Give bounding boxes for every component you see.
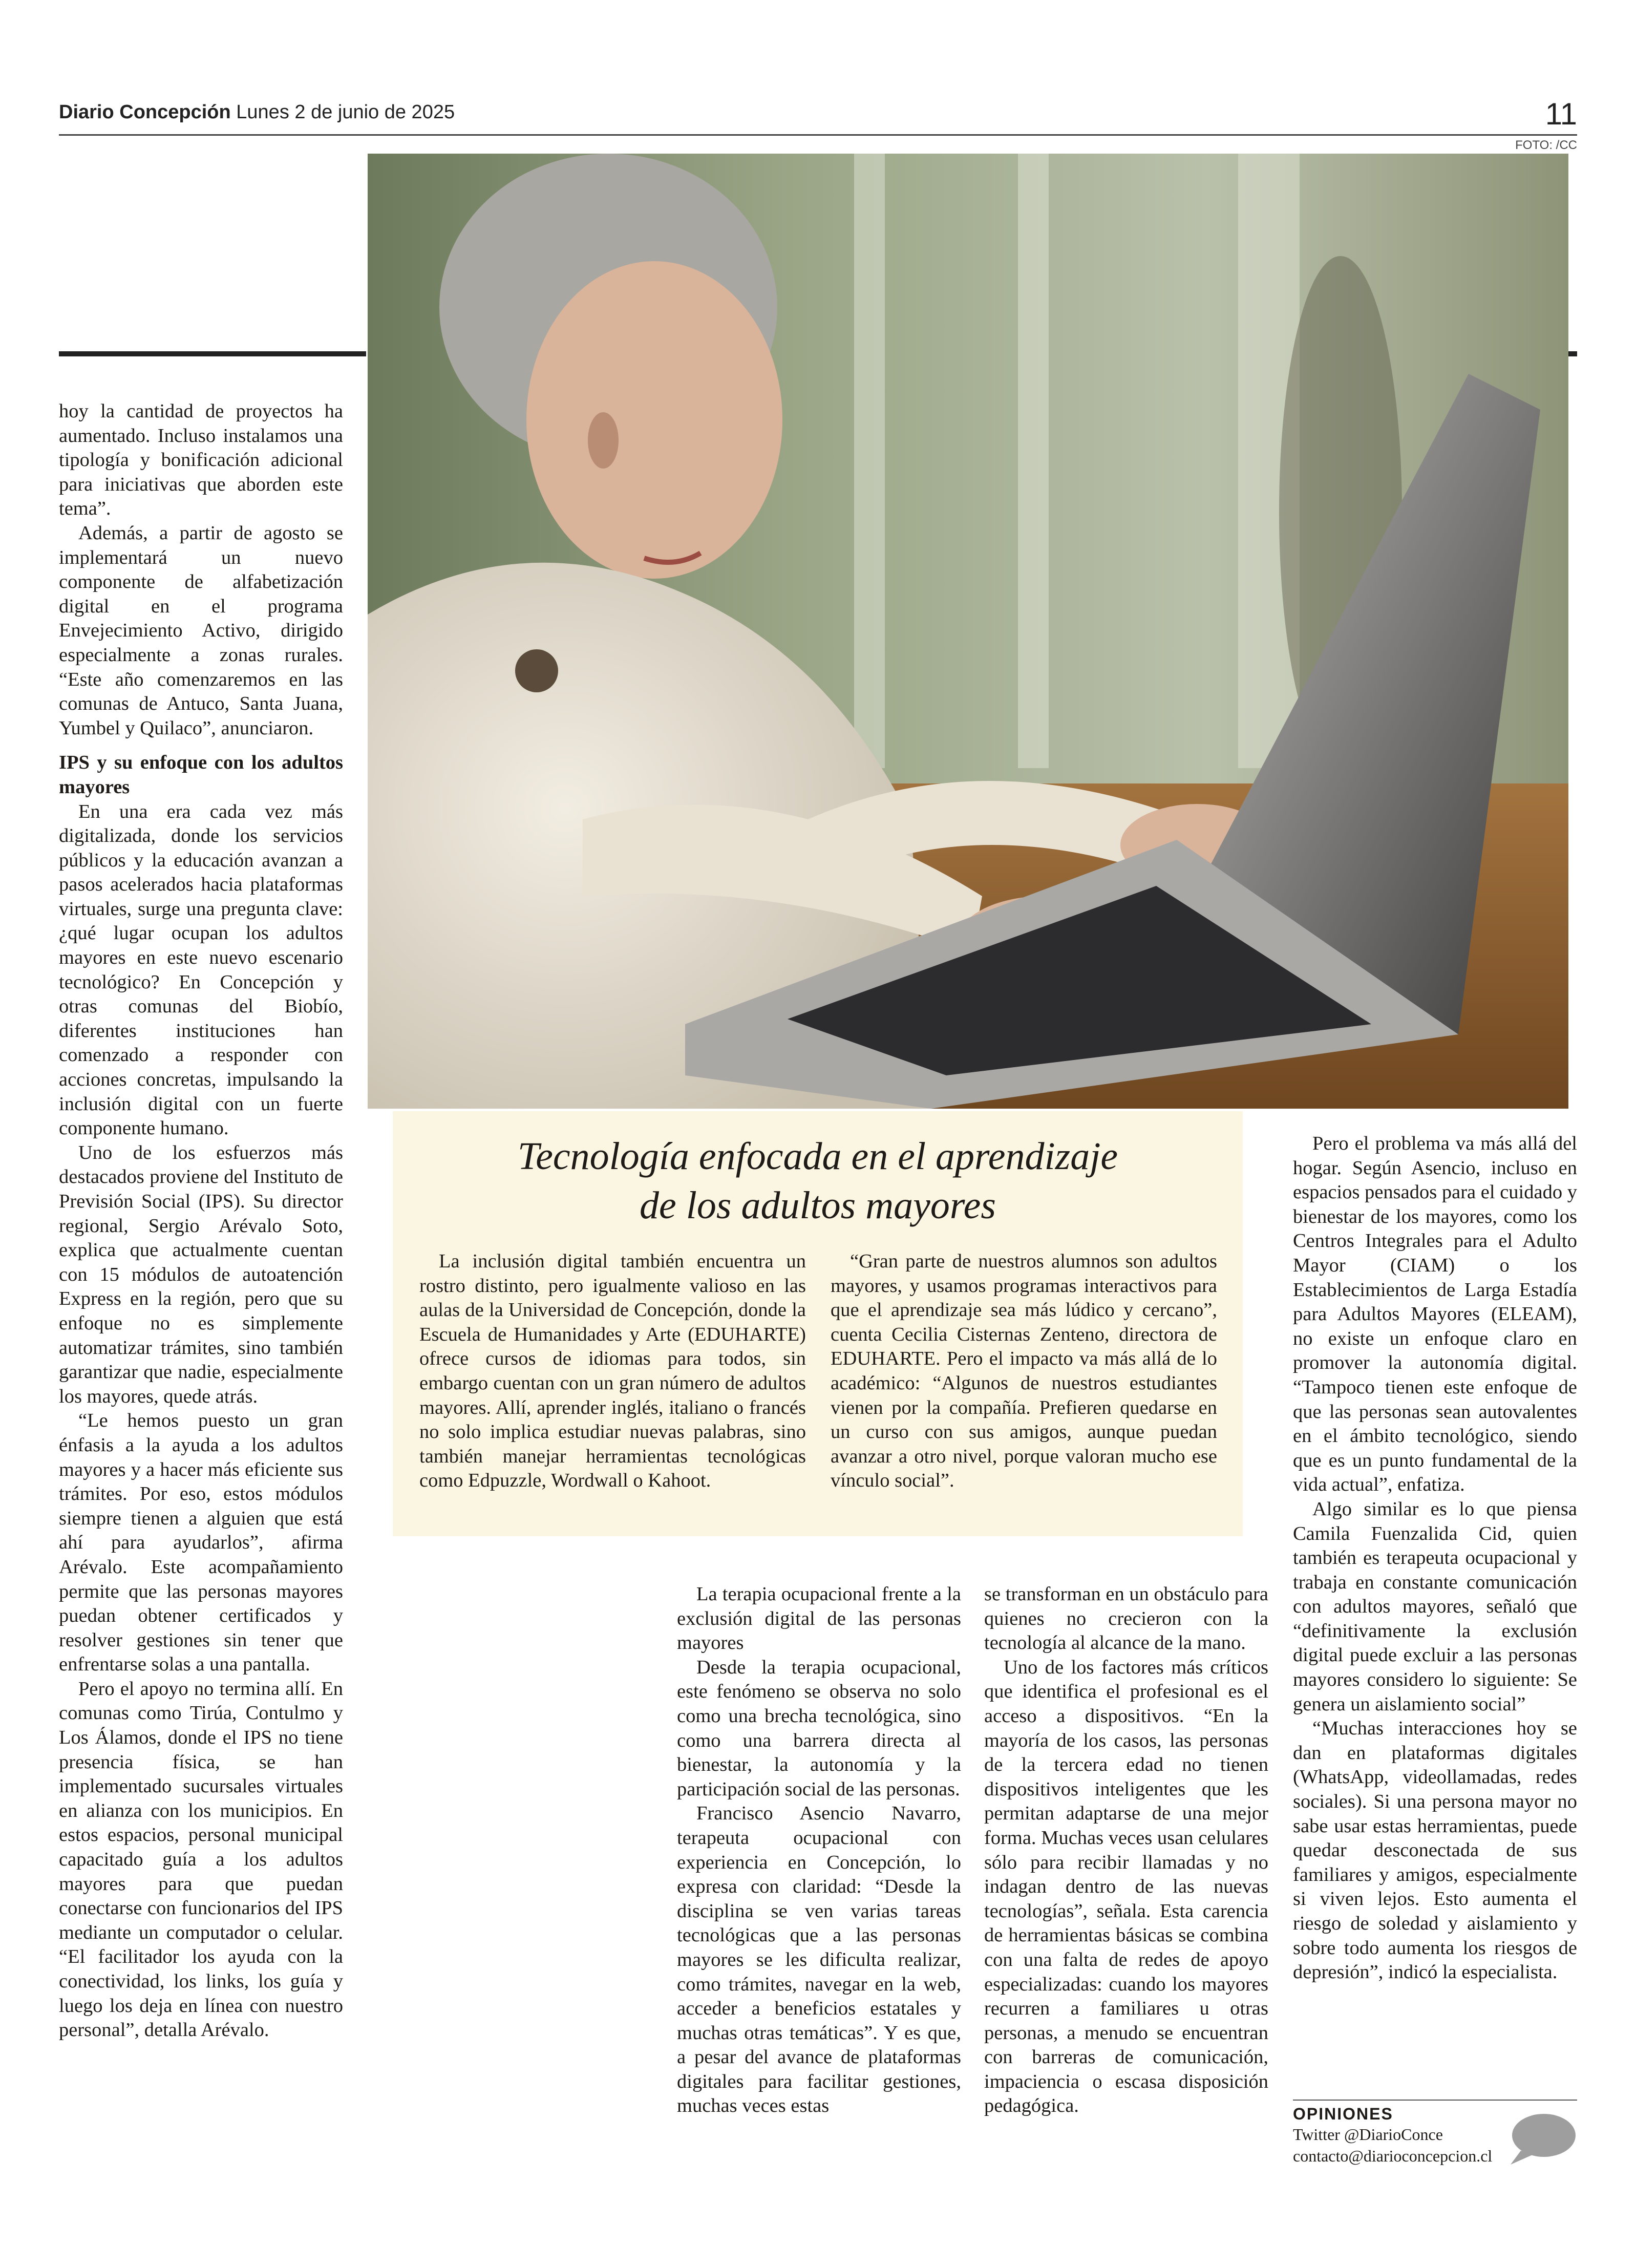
paragraph: “Le hemos puesto un gran énfasis a la ayuda a los adultos mayores y a hacer más eficiente sus trámites. Por eso, estos módulos siempre tienen a alguien que está ahí para ayudarlos”, afirma Arévalo. Este acompañamiento permite que las personas mayores puedan obtener certificados y resolver gestiones sin tener que enfrentarse solas a una pantalla. xyxy=(59,1410,343,1676)
paragraph: La terapia ocupacional frente a la exclusión digital de las personas mayores xyxy=(677,1583,961,1654)
paragraph: hoy la cantidad de proyectos ha aumentado. Incluso instalamos una tipología y bonificación adicional para iniciativas que aborden este tema”. xyxy=(59,400,343,520)
paragraph: “Muchas interacciones hoy se dan en plataformas digitales (WhatsApp, videollamadas, redes sociales). Si una persona mayor no sabe usar estas herramientas, puede quedar desconectada de sus familiares y amigos, especialmente si viven lejos. Esto aumenta el riesgo de soledad y aislamiento y sobre todo aumenta los riesgos de depresión”, indicó la especialista. xyxy=(1293,1718,1577,1983)
newspaper-name: Diario Concepción xyxy=(59,101,231,123)
section-rule-left xyxy=(59,351,366,356)
paragraph: “Gran parte de nuestros alumnos son adultos mayores, y usamos programas interactivos para que el aprendizaje sea más lúdico y cercano”, cuenta Cecilia Cisternas Zenteno, directora de EDUHARTE. Pero el impacto va más allá de lo académico: “Algunos de nuestros estudiantes vienen por la compañía. Prefieren quedarse en un curso con sus amigos, aunque puedan avanzar a otro nivel, porque valoran mucho ese vínculo social”. xyxy=(831,1250,1217,1492)
header-divider xyxy=(59,134,1577,136)
page-number: 11 xyxy=(1545,97,1577,131)
paragraph: Francisco Asencio Navarro, terapeuta ocupacional con experiencia en Concepción, lo expresa con claridad: “Desde la disciplina se ven varias tareas tecnológicas que a las personas mayores se les dificulta realizar, como trámites, navegar en la web, acceder a beneficios estatales y muchas otras temáticas”. Y es que, a pesar del avance de plataformas digitales para facilitar gestiones, muchas veces estas xyxy=(677,1803,961,2117)
paragraph: La inclusión digital también encuentra un rostro distinto, pero igualmente valioso en las aulas de la Universidad de Concepción, donde la Escuela de Humanidades y Arte (EDUHARTE) ofrece cursos de idiomas para todos, sin embargo cuentan con un gran número de adultos mayores. Allí, aprender inglés, italiano o francés no solo implica estudiar nuevas palabras, sino también manejar herramientas tecnológicas como Edpuzzle, Wordwall o Kahoot. xyxy=(419,1250,806,1492)
article-photo xyxy=(368,154,1568,1109)
left-column xyxy=(59,399,343,2043)
elderly-woman-laptop-illustration xyxy=(368,154,1568,1109)
feature-title-line: Tecnología enfocada en el aprendizaje xyxy=(517,1135,1118,1178)
paragraph: Además, a partir de agosto se implementará un nuevo componente de alfabetización digital en el programa Envejecimiento Activo, dirigido especialmente a zonas rurales. “Este año comenzaremos en las comunas de Antuco, Santa Juana, Yumbel y Quilaco”, anunciaron. xyxy=(59,522,343,739)
paragraph: En una era cada vez más digitalizada, donde los servicios públicos y la educación avanzan a pasos acelerados hacia plataformas virtuales, surge una pregunta clave: ¿qué lugar ocupan los adultos mayores en este nuevo escenario tecnológico? En Concepción y otras comunas del Biobío, diferentes instituciones han comenzado a responder con acciones concretas, impulsando la inclusión digital con un fuerte componente humano. xyxy=(59,800,343,1139)
right-column xyxy=(1293,1132,1577,1985)
subheading: IPS y su enfoque con los adultos mayores xyxy=(59,752,343,798)
feature-column-2 xyxy=(831,1249,1217,1493)
paragraph: Desde la terapia ocupacional, este fenómeno se observa no solo como una brecha tecnológica, sino como una barrera directa al bienestar, la autonomía y la participación social de las personas. xyxy=(677,1656,961,1800)
feature-title xyxy=(393,1132,1243,1230)
contact-email[interactable]: contacto@diarioconcepcion.cl xyxy=(1293,2147,1493,2165)
paragraph: Algo similar es lo que piensa Camila Fuenzalida Cid, quien también es terapeuta ocupacional y trabaja en constante comunicación con adultos mayores, señaló que “definitivamente la exclusión digital puede excluir a las personas mayores considero lo siguiente: Se genera un aislamiento social” xyxy=(1293,1498,1577,1715)
opinions-title: OPINIONES xyxy=(1293,2105,1393,2123)
masthead xyxy=(59,101,455,123)
feature-column-1 xyxy=(419,1249,806,1493)
paragraph: Uno de los esfuerzos más destacados proviene del Instituto de Previsión Social (IPS). Su director regional, Sergio Arévalo Soto, explica que actualmente cuentan con 15 módulos de autoatención Express en la región, pero que su enfoque no es simplemente automatizar trámites, sino también garantizar que nadie, especialmente los mayores, quede atrás. xyxy=(59,1141,343,1407)
paragraph: se transforman en un obstáculo para quienes no crecieron con la tecnología al alcance de la mano. xyxy=(984,1583,1268,1654)
twitter-handle[interactable]: Twitter @DiarioConce xyxy=(1293,2125,1443,2144)
paragraph: Pero el apoyo no termina allí. En comunas como Tirúa, Contulmo y Los Álamos, donde el IPS no tiene presencia física, se han implementado sucursales virtuales en alianza con los municipios. En estos espacios, personal municipal capacitado guía a los adultos mayores para que puedan conectarse con funcionarios del IPS mediante un computador o celular. “El facilitador los ayuda con la conectividad, los links, los guía y luego los deja en línea con nuestro personal”, detalla Arévalo. xyxy=(59,1678,343,2041)
opinions-divider xyxy=(1293,2100,1577,2101)
photo-credit: FOTO: /CC xyxy=(1515,138,1577,152)
feature-box xyxy=(393,1111,1243,1536)
section-rule-right xyxy=(1567,351,1577,356)
feature-title-line: de los adultos mayores xyxy=(640,1184,996,1227)
middle-column-2 xyxy=(984,1582,1268,2118)
middle-column-1 xyxy=(677,1582,961,2118)
speech-bubble-icon xyxy=(1505,2111,1577,2167)
paragraph: Uno de los factores más críticos que identifica el profesional es el acceso a dispositivos. “En la mayoría de los casos, las personas de la tercera edad no tienen dispositivos inteligentes que les permitan adaptarse de una mejor forma. Muchas veces usan celulares sólo para recibir llamadas y no indagan dentro de las nuevas tecnologías”, señala. Esta carencia de herramientas básicas se combina con una falta de redes de apoyo especializadas: cuando los mayores recurren a familiares u otras personas, a menudo se encuentran con barreras de comunicación, impaciencia o escasa disposición pedagógica. xyxy=(984,1656,1268,2117)
issue-date: Lunes 2 de junio de 2025 xyxy=(236,101,455,123)
paragraph: Pero el problema va más allá del hogar. Según Asencio, incluso en espacios pensados para el cuidado y bienestar de los mayores, como los Centros Integrales para el Adulto Mayor (CIAM) o los Establecimientos de Larga Estadía para Adultos Mayores (ELEAM), no existe un enfoque claro en promover la autonomía digital. “Tampoco tienen este enfoque de que las personas sean autovalentes en el ámbito tecnológico, siendo que es un punto fundamental de la vida actual”, enfatiza. xyxy=(1293,1133,1577,1496)
